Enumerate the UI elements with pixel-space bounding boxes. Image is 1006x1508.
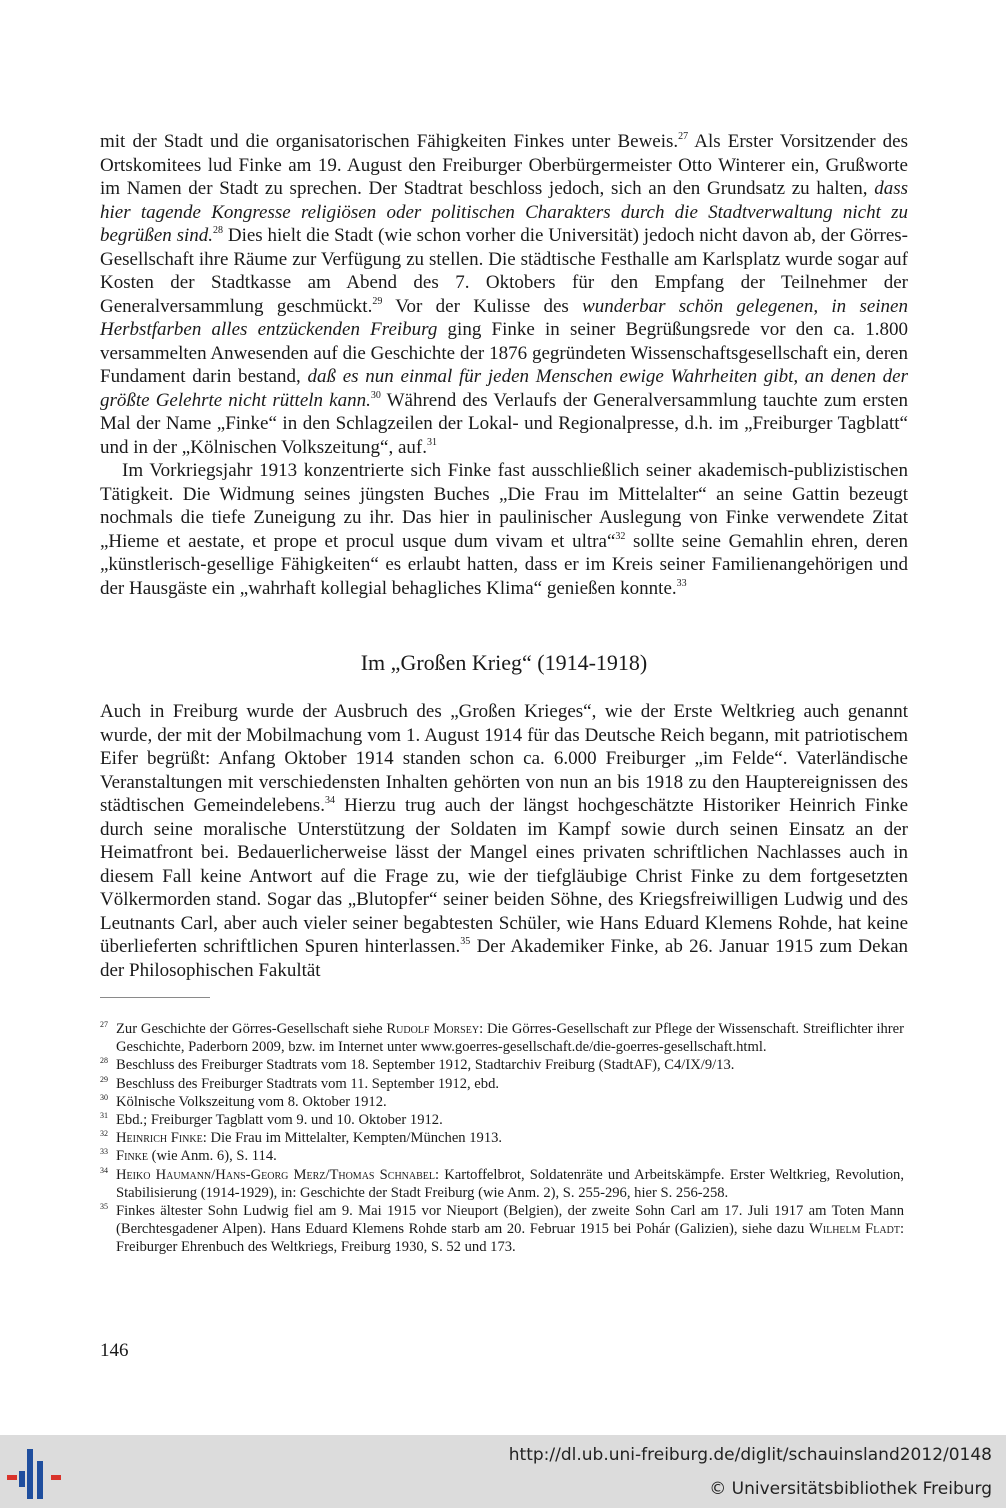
text-run: Als Erster Vorsitzender des Ortskomitees lud Finke am 19. August den Freiburger Oberbürgermeister Otto Winterer ein, Grußworte im Namen der Stadt zu sprechen. Der Stadtrat beschloss jedoch, sich an den Grundsatz zu halten, (100, 131, 909, 199)
section-heading: Im „Großen Krieg“ (1914-1918) (360, 650, 648, 675)
text-run: sollte seine Gemahlin ehren, deren „künstlerisch-gesellige Fähigkeiten“ es erlaubt hatten, dass er im Kreis seiner Familienangehörigen und der Hausgäste ein „wahrhaft kollegial behagliches Klima“ genießen konnte. (100, 530, 909, 599)
text-run: : Die Frau im Mittelalter, Kempten/München 1913. (202, 1130, 503, 1147)
author-name: Wilhelm Fladt (808, 1221, 900, 1238)
text-run: Der Akademiker Finke, ab 26. Januar 1915 zum Dekan der Philosophischen Fakultät (100, 936, 909, 981)
text-run: Hierzu trug auch der längst hochgeschätzte Historiker Heinrich Finke durch seine moralische Unterstützung der Soldaten im Kampf sowie durch seinen Einsatz an der Heimatfront bei. Bedauerlicherweise lässt der Mangel eines privaten schriftlichen Nachlasses auch in diesem Fall keine Antwort auf die Frage zu, wie der tiefgläubige Christ Finke zu dem fortgesetzten Völkermorden stand. Sogar das „Blutopfer“ seiner beiden Söhne, des Kriegsfreiwilligen Ludwig und des Leutnants Carl, aber auch vieler seiner begabtesten Schüler, wie Hans Eduard Klemens Rohde, hat keine überlieferten schriftlichen Spuren hinterlassen. (100, 795, 908, 957)
footnote-35: $^{35}$ Finkes ältester Sohn Ludwig fiel am 9. Mai 1915 vor Nieuport (Belgien), der zweite Sohn Carl am 17. Juli 1917 am Toten Mann (Berchtesgadener Alpen). Hans Eduard Klemens Rohde starb am 20. Februar 1915 bei Pohár (Galizien), siehe dazu Wilhelm Fladt: Freiburger Ehrenbuch des Weltkriegs, Freiburg 1930, S. 52 und 173. (100, 1202, 905, 1256)
text-run: mit der Stadt und die organisatorischen Fähigkeiten Finkes unter Beweis. (100, 131, 679, 152)
footnote-ref-35[interactable]: 35 (460, 936, 471, 947)
quote-italic: wunderbar schön gelegenen, in seinen Herbstfarben alles entzückenden Freiburg (100, 295, 908, 340)
footnote-ref-29[interactable]: 29 (372, 295, 383, 307)
footnote-31: $^{31}$ Ebd.; Freiburger Tagblatt vom 9. und 10. Oktober 1912. (100, 1111, 443, 1129)
footnote-29: $^{29}$ Beschluss des Freiburger Stadtrats vom 11. September 1912, ebd. (100, 1074, 500, 1092)
footnote-27: $^{27}$ Zur Geschichte der Görres-Gesellschaft siehe Rudolf Morsey: Die Görres-Gesellschaft zur Pflege der Wissenschaft. Streiflichter ihrer Geschichte, Paderborn 2009, bzw. im Internet unter www.goerres-gesellschaft.de/die-goerres-gesellschaft.html. (100, 1020, 904, 1056)
author-name: Finke (116, 1148, 148, 1165)
source-url-link[interactable]: http://dl.ub.uni-freiburg.de/diglit/schauinsland2012/0148 (508, 1445, 992, 1465)
paragraph-2 (100, 459, 908, 600)
text-run: Zur Geschichte der Görres-Gesellschaft siehe (116, 1021, 387, 1037)
quote-italic: dass hier tagende Kongresse religiösen oder politischen Charakters durch die Stadtverwaltung nicht zu begrüßen sind. (100, 178, 908, 246)
author-name: Rudolf Morsey (386, 1021, 480, 1037)
text-run: ging Finke in seiner Begrüßungsrede vor den ca. 1.800 versammelten Anwesenden auf die Geschichte der 1876 gegründeten Wissenschaftsgesellschaft ein, deren Fundament darin bestand, (100, 319, 908, 387)
author-name: Heiko Haumann/Hans-Georg Merz/Thomas Schnabel (116, 1166, 436, 1183)
text-run: : Die Görres-Gesellschaft zur Pflege der Wissenschaft. Streiflichter ihrer Geschichte, Paderborn 2009, bzw. im Internet unter www.goerres-gesellschaft.de/die-goerres-gesellschaft.html. (116, 1021, 904, 1056)
footer-bar (0, 1435, 1006, 1508)
footnote-33: $^{33}$ Finke (wie Anm. 6), S. 114. (100, 1147, 277, 1165)
footnotes (100, 1020, 904, 1257)
body-text-lower (100, 700, 908, 982)
author-name: Heinrich Finke (116, 1130, 203, 1147)
text-run: Beschluss des Freiburger Stadtrats vom 18. September 1912, Stadtarchiv Freiburg (StadtAF), C4/IX/9/13. (116, 1057, 735, 1074)
footnote-34: $^{34}$ Heiko Haumann/Hans-Georg Merz/Thomas Schnabel: Kartoffelbrot, Soldatenräte und Arbeitskämpfe. Erster Weltkrieg, Revolution, Stabilisierung (1914-1929), in: Geschichte der Stadt Freiburg (wie Anm. 2), S. 255-296, hier S. 256-258. (100, 1165, 905, 1201)
footnote-ref-28[interactable]: 28 (213, 225, 224, 236)
text-run: Finkes ältester Sohn Ludwig fiel am 9. Mai 1915 vor Nieuport (Belgien), der zweite Sohn Carl am 17. Juli 1917 am Toten Mann (Berchtesgadener Alpen). Hans Eduard Klemens Rohde starb am 20. Februar 1915 bei Pohár (Galizien), siehe dazu (116, 1203, 904, 1238)
text-run: Im Vorkriegsjahr 1913 konzentrierte sich Finke fast ausschließlich seiner akademisch-publizistischen Tätigkeit. Die Widmung seines jüngsten Buches „Die Frau im Mittelalter“ an seine Gattin bezeugt nochmals die tiefe Zuneigung zu ihr. Das hier in paulinischer Auslegung von Finke verwendete Zitat „Hieme et aestate, et prope et procul usque dum vivam et ultra“ (100, 460, 908, 552)
footnote-ref-30[interactable]: 30 (370, 389, 381, 401)
text-run: Dies hielt die Stadt (wie schon vorher die Universität) jedoch nicht davon ab, der Görres-Gesellschaft ihre Räume zur Verfügung zu stellen. Die städtische Festhalle am Karlsplatz wurde sogar auf Kosten der Stadtkasse am Abend des 7. Oktobers für den Empfang der Teilnehmer der Generalversammlung geschmückt. (100, 225, 908, 317)
footnote-ref-31[interactable]: 31 (426, 436, 437, 448)
footnote-30: $^{30}$ Kölnische Volkszeitung vom 8. Oktober 1912. (100, 1092, 387, 1110)
text-run: Vor der Kulisse des (382, 295, 583, 317)
footnote-divider (100, 997, 210, 998)
copyright-text: © Universitätsbibliothek Freiburg (709, 1479, 992, 1499)
text-run: Beschluss des Freiburger Stadtrats vom 11. September 1912, ebd. (116, 1075, 500, 1092)
footnote-ref-32[interactable]: 32 (615, 530, 626, 542)
page-number: 146 (100, 1340, 129, 1361)
body-text-upper (100, 130, 908, 600)
text-run: : Kartoffelbrot, Soldatenräte und Arbeitskämpfe. Erster Weltkrieg, Revolution, Stabilisierung (1914-1929), in: Geschichte der Stadt Freiburg (wie Anm. 2), S. 255-296, hier S. 256-258. (116, 1166, 905, 1201)
text-run: (wie Anm. 6), S. 114. (148, 1148, 277, 1165)
text-run: Während des Verlaufs der Generalversammlung tauchte zum ersten Mal der Name „Finke“ in den Schlagzeilen der Lokal- und Regionalpresse, d.h. im „Freiburger Tagblatt“ und in der „Kölnischen Volkszeitung“, auf. (100, 389, 908, 458)
text-run: : Freiburger Ehrenbuch des Weltkriegs, Freiburg 1930, S. 52 und 173. (116, 1221, 905, 1256)
footnote-ref-34[interactable]: 34 (324, 795, 335, 806)
quote-italic: daß es nun einmal für jeden Menschen ewige Wahrheiten gibt, an denen der größte Gelehrte nicht rütteln kann. (100, 366, 908, 411)
ub-freiburg-logo-icon[interactable] (7, 1449, 63, 1499)
footnote-32: $^{32}$ Heinrich Finke: Die Frau im Mittelalter, Kempten/München 1913. (100, 1129, 503, 1147)
text-run: Ebd.; Freiburger Tagblatt vom 9. und 10. Oktober 1912. (116, 1112, 443, 1129)
footnote-28: $^{28}$ Beschluss des Freiburger Stadtrats vom 18. September 1912, Stadtarchiv Freiburg (StadtAF), C4/IX/9/13. (100, 1056, 735, 1074)
paragraph-3 (100, 700, 908, 982)
text-run: Kölnische Volkszeitung vom 8. Oktober 1912. (116, 1093, 387, 1110)
footnote-ref-27[interactable]: 27 (678, 131, 689, 142)
text-run: Auch in Freiburg wurde der Ausbruch des „Großen Krieges“, wie der Erste Weltkrieg auch genannt wurde, der mit der Mobilmachung vom 1. August 1914 für das Deutsche Reich begann, mit patriotischem Eifer begrüßt: Anfang Oktober 1914 standen schon ca. 6.000 Freiburger „im Felde“. Vaterländische Veranstaltungen mit verschiedensten Inhalten gehörten von nun an bis 1918 zu den Hauptereignissen des städtischen Gemeindelebens. (100, 701, 908, 816)
footnote-ref-33[interactable]: 33 (676, 577, 687, 589)
paragraph-1 (100, 130, 908, 459)
